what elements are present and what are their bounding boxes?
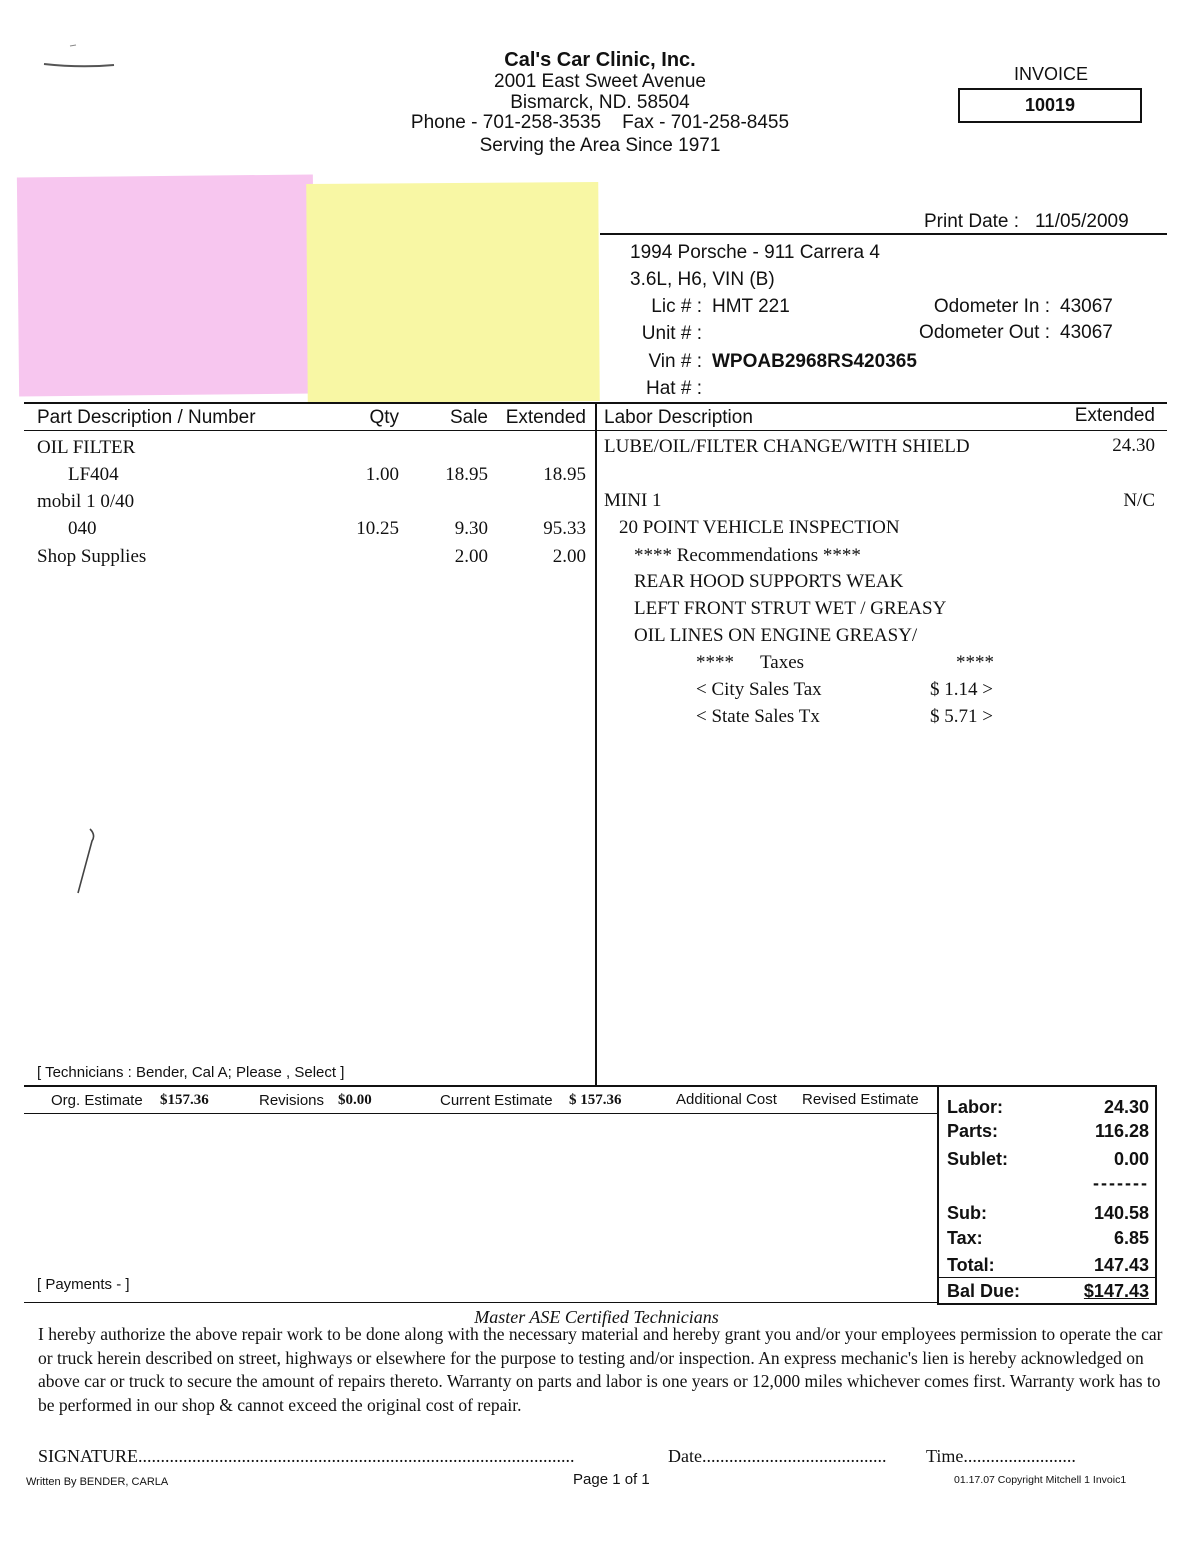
balance-rule — [939, 1277, 1155, 1278]
hat-label: Hat # : — [646, 378, 702, 399]
lic-label: Lic # : — [651, 296, 702, 317]
recommendation-3: OIL LINES ON ENGINE GREASY/ — [634, 625, 918, 646]
total-sub-label: Sub: — [947, 1203, 987, 1223]
print-date-value: 11/05/2009 — [1035, 211, 1129, 232]
total-labor-value: 24.30 — [1103, 1097, 1149, 1117]
shop-phone: Phone - 701-258-3535 Fax - 701-258-8455 — [410, 112, 790, 133]
part-sale-4: 2.00 — [454, 546, 488, 567]
part-qty-3: 10.25 — [356, 518, 399, 539]
part-sale-1: 18.95 — [445, 464, 488, 485]
total-total-label: Total: — [947, 1255, 995, 1275]
vehicle-model: 1994 Porsche - 911 Carrera 4 — [630, 242, 880, 263]
pen-scribble-mid — [70, 825, 100, 900]
labor-header-desc: Labor Description — [604, 407, 753, 428]
labor-line-2-amount: N/C — [1123, 490, 1155, 511]
part-desc-2: mobil 1 0/40 — [37, 491, 135, 512]
org-estimate-value: $157.36 — [160, 1092, 209, 1108]
state-tax-label: < State Sales Tx — [696, 706, 820, 727]
written-by: Written By BENDER, CARLA — [26, 1476, 169, 1488]
taxes-stars-left: **** — [696, 652, 734, 673]
total-sublet-value: 0.00 — [1113, 1149, 1149, 1169]
print-date-rule — [600, 233, 1167, 235]
totals-box — [937, 1085, 1157, 1305]
technicians: [ Technicians : Bender, Cal A; Please , Select ] — [37, 1064, 345, 1081]
part-desc-4: Shop Supplies — [37, 546, 147, 567]
column-divider — [595, 402, 597, 1085]
shop-name: Cal's Car Clinic, Inc. — [504, 49, 696, 71]
city-tax-label: < City Sales Tax — [696, 679, 822, 700]
odometer-in-value: 43067 — [1060, 296, 1113, 317]
parts-header-desc: Part Description / Number — [37, 407, 256, 428]
part-desc-3: 040 — [68, 518, 97, 539]
invoice-label: INVOICE — [1013, 64, 1088, 84]
ase-tagline: Master ASE Certified Technicians — [474, 1307, 719, 1327]
print-date-label: Print Date : — [924, 211, 1020, 232]
revised-estimate-label: Revised Estimate — [802, 1091, 919, 1108]
recommendation-1: REAR HOOD SUPPORTS WEAK — [634, 571, 904, 592]
parts-header-sale: Sale — [449, 407, 488, 428]
signature-line: SIGNATURE................................................................................................. — [38, 1446, 575, 1466]
total-sublet-label: Sublet: — [947, 1149, 1008, 1169]
part-ext-1: 18.95 — [543, 464, 586, 485]
part-ext-3: 95.33 — [543, 518, 586, 539]
total-sub-value: 140.58 — [1093, 1203, 1149, 1223]
shop-address: 2001 East Sweet Avenue — [494, 71, 706, 92]
vin-value: WPOAB2968RS420365 — [712, 351, 917, 372]
taxes-heading: Taxes — [760, 652, 805, 673]
estimate-bottom-rule — [24, 1113, 937, 1114]
labor-line-1: LUBE/OIL/FILTER CHANGE/WITH SHIELD — [604, 436, 970, 457]
page-number: Page 1 of 1 — [573, 1471, 650, 1488]
recommendations-heading: **** Recommendations **** — [634, 545, 861, 566]
odometer-out-label: Odometer Out : — [919, 322, 1050, 343]
city-tax-amount: $ 1.14 > — [930, 679, 993, 700]
recommendation-2: LEFT FRONT STRUT WET / GREASY — [634, 598, 947, 619]
taxes-stars-right: **** — [956, 652, 994, 673]
authorization-terms: I hereby authorize the above repair work to be done along with the necessary material and hereby grant you and/or your employees permission to operate the car or truck herein described on street, highways or elsewhere for the purpose to testing and/or inspection. An express mechanic's lien is hereby acknowledged on above car or truck to secure the amount of repairs thereto. Warranty on parts and labor is one years or 12,000 miles whichever comes first. Warranty work has to be performed in our shop & cannot exceed the original cost of repair. — [38, 1324, 1163, 1415]
copyright: 01.17.07 Copyright Mitchell 1 Invoic1 — [954, 1474, 1127, 1486]
labor-header-extended: Extended — [1074, 405, 1155, 426]
part-qty-1: 1.00 — [365, 464, 399, 485]
revisions-label: Revisions — [259, 1092, 325, 1109]
total-parts-label: Parts: — [947, 1121, 999, 1141]
total-parts-value: 116.28 — [1094, 1121, 1149, 1141]
totals-dashes: ------- — [1093, 1173, 1149, 1193]
date-line: Date......................................... — [668, 1446, 887, 1466]
part-desc-1: LF404 — [68, 464, 119, 485]
state-tax-amount: $ 5.71 > — [930, 706, 993, 727]
part-desc-0: OIL FILTER — [37, 437, 136, 458]
vehicle-engine: 3.6L, H6, VIN (B) — [630, 269, 775, 290]
labor-line-1-amount: 24.30 — [1112, 435, 1155, 456]
yellow-sticky-note — [306, 182, 600, 403]
invoice-number: 10019 — [958, 88, 1142, 123]
total-tax-label: Tax: — [947, 1228, 983, 1248]
lic-value: HMT 221 — [712, 296, 790, 317]
estimate-top-rule — [24, 1085, 937, 1087]
total-total-value: 147.43 — [1093, 1255, 1149, 1275]
current-estimate-label: Current Estimate — [440, 1092, 553, 1109]
vin-label: Vin # : — [648, 351, 702, 372]
pink-sticky-note — [17, 174, 315, 396]
part-sale-3: 9.30 — [454, 518, 488, 539]
time-line: Time......................... — [926, 1446, 1076, 1466]
unit-label: Unit # : — [641, 323, 702, 344]
additional-cost-label: Additional Cost — [676, 1091, 777, 1108]
shop-city: Bismarck, ND. 58504 — [510, 92, 690, 113]
labor-line-3: 20 POINT VEHICLE INSPECTION — [619, 517, 900, 538]
revisions-value: $0.00 — [338, 1092, 372, 1108]
payments-rule — [24, 1302, 937, 1303]
payments: [ Payments - ] — [37, 1276, 130, 1293]
shop-since: Serving the Area Since 1971 — [479, 135, 721, 156]
odometer-in-label: Odometer In : — [933, 296, 1050, 317]
parts-header-qty: Qty — [369, 407, 399, 428]
org-estimate-label: Org. Estimate — [51, 1092, 143, 1109]
total-labor-label: Labor: — [947, 1097, 1003, 1117]
balance-due-value: $147.43 — [1083, 1281, 1149, 1301]
total-tax-value: 6.85 — [1113, 1228, 1149, 1248]
parts-header-extended: Extended — [505, 407, 586, 428]
part-ext-4: 2.00 — [552, 546, 586, 567]
labor-line-2: MINI 1 — [604, 490, 662, 511]
balance-due-label: Bal Due: — [947, 1281, 1021, 1301]
current-estimate-value: $ 157.36 — [569, 1092, 622, 1108]
odometer-out-value: 43067 — [1060, 322, 1113, 343]
